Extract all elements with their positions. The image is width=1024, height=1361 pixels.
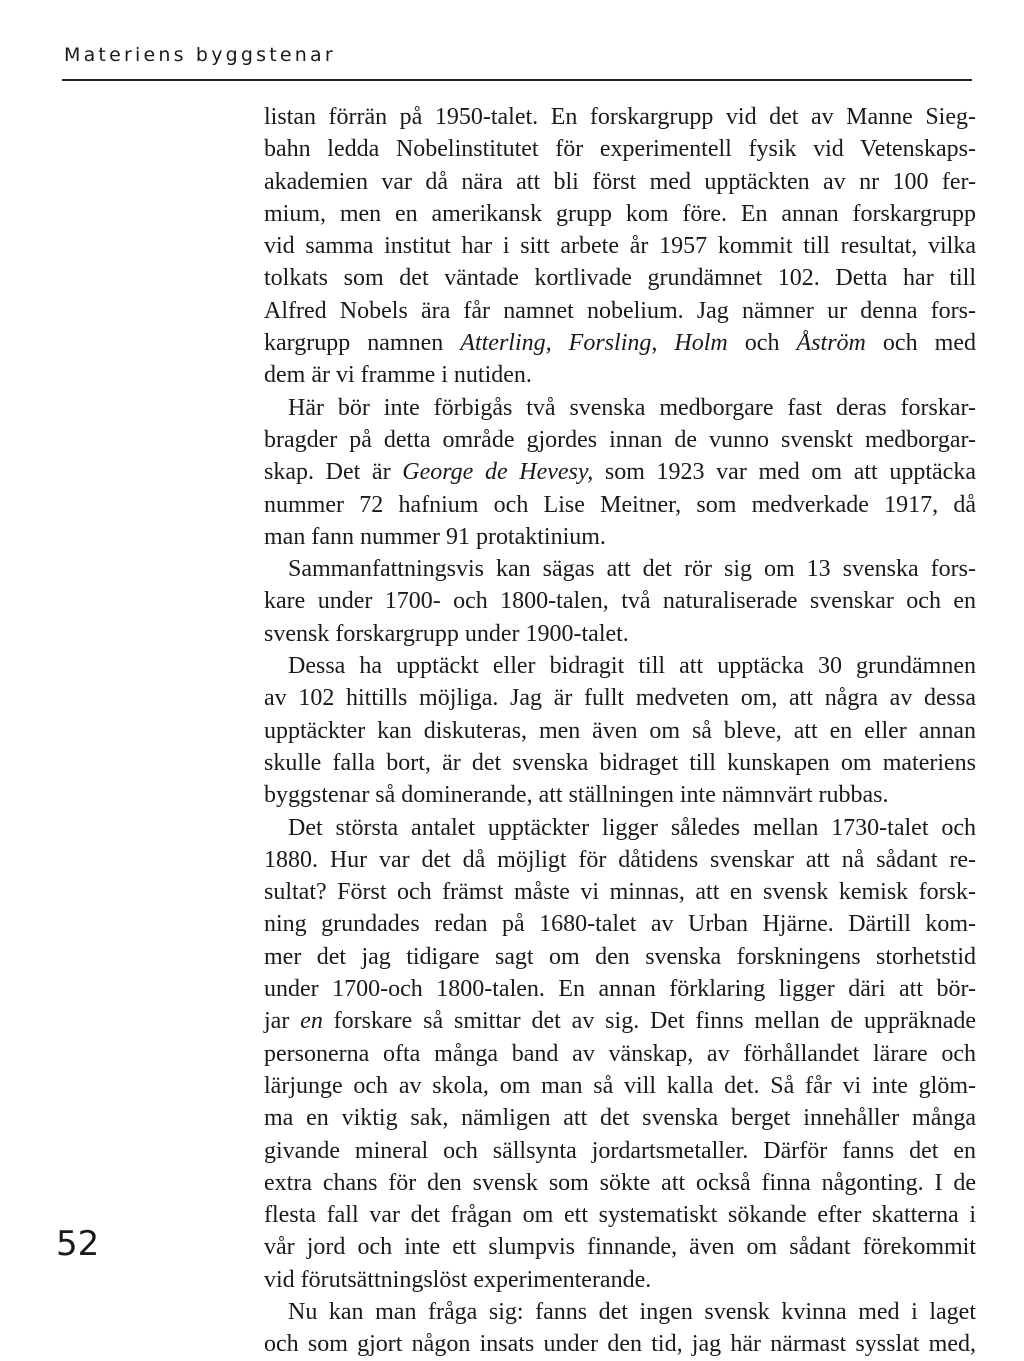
text-line: nummer 72 hafnium och Lise Meitner, som medverkade 1917, då xyxy=(264,491,976,518)
text-segment: och xyxy=(727,330,797,357)
text-line: dem är vi framme i nutiden. xyxy=(264,362,532,389)
text-line: flesta fall var det frågan om ett systematiskt sökande efter skatterna i xyxy=(264,1202,976,1229)
text-line: Här bör inte förbigås två svenska medborgare fast deras forskar- xyxy=(288,394,976,421)
text-line: extra chans för den svensk som sökte att också finna någonting. I de xyxy=(264,1169,976,1196)
text-line: Alfred Nobels ära får namnet nobelium. Jag nämner ur denna fors- xyxy=(264,297,976,324)
text-line: mium, men en amerikansk grupp kom före. En annan forskargrupp xyxy=(264,200,976,227)
text-line: lärjunge och av skola, om man så vill kalla det. Så får vi inte glöm- xyxy=(264,1072,976,1099)
text-line: upptäckter kan diskuteras, men även om så bleve, att en eller annan xyxy=(264,717,976,744)
text-segment: jar xyxy=(264,1008,301,1035)
text-line: vid förutsättningslöst experimenterande. xyxy=(264,1266,652,1293)
text-segment: forskare så smittar det av sig. Det finns mellan de uppräknade xyxy=(322,1008,977,1035)
text-line: man fann nummer 91 protaktinium. xyxy=(264,523,606,550)
text-line: akademien var då nära att bli först med upptäckten av nr 100 fer- xyxy=(264,168,976,195)
text-line: bahn ledda Nobelinstitutet för experimentell fysik vid Vetenskaps- xyxy=(264,136,976,163)
text-line: tolkats som det väntade kortlivade grundämnet 102. Detta har till xyxy=(264,265,976,292)
text-line: ma en viktig sak, nämligen att det svenska berget innehåller många xyxy=(264,1105,976,1132)
text-line: vid samma institut har i sitt arbete år 1957 kommit till resultat, vilka xyxy=(264,233,976,260)
text-line: mer det jag tidigare sagt om den svenska forskningens storhetstid xyxy=(264,943,976,970)
text-segment: skap. Det är xyxy=(264,459,403,486)
text-line: personerna ofta många band av vänskap, av förhållandet lärare och xyxy=(264,1040,976,1067)
text-line: 1880. Hur var det då möjligt för dåtidens svenskar att nå sådant re- xyxy=(264,846,976,873)
text-line: Dessa ha upptäckt eller bidragit till att upptäcka 30 grundämnen xyxy=(288,653,976,680)
text-line: och som gjort någon insats under den tid, jag här närmast sysslat med, xyxy=(264,1331,976,1358)
text-line: listan förrän på 1950-talet. En forskargrupp vid det av Manne Sieg- xyxy=(264,104,976,130)
text-line: vår jord och inte ett slumpvis finnande, även om sådant förekommit xyxy=(264,1234,976,1261)
text-line: Det största antalet upptäckter ligger således mellan 1730-talet och xyxy=(288,814,976,841)
page-number: 52 xyxy=(56,1224,100,1264)
text-line xyxy=(264,456,976,488)
text-line: byggstenar så dominerande, att ställningen inte nämnvärt rubbas. xyxy=(264,782,889,809)
header-rule xyxy=(62,79,972,81)
text-segment: och med xyxy=(865,330,976,357)
text-line xyxy=(264,327,976,359)
text-line: svensk forskargrupp under 1900-talet. xyxy=(264,620,629,647)
text-line: kare under 1700- och 1800-talen, två naturaliserade svenskar och en xyxy=(264,588,976,615)
italic-name: en xyxy=(300,1008,323,1035)
text-line: bragder på detta område gjordes innan de vunno svenskt medborgar- xyxy=(264,426,976,453)
text-line: av 102 hittills möjliga. Jag är fullt medveten om, att några av dessa xyxy=(264,685,976,712)
italic-name: Åström xyxy=(796,330,866,357)
body-text xyxy=(264,101,976,1361)
text-segment: som 1923 var med om att upptäcka xyxy=(593,459,976,486)
text-line xyxy=(264,1005,976,1037)
text-line: sultat? Först och främst måste vi minnas, att en svensk kemisk forsk- xyxy=(264,879,976,906)
text-line: skulle falla bort, är det svenska bidraget till kunskapen om materiens xyxy=(264,749,976,776)
text-segment: kargrupp namnen xyxy=(264,330,461,357)
running-head-title: Materiens byggstenar xyxy=(64,44,336,66)
text-line: Sammanfattningsvis kan sägas att det rör sig om 13 svenska fors- xyxy=(288,556,976,583)
italic-name: George de Hevesy, xyxy=(402,459,594,486)
text-line: under 1700-och 1800-talen. En annan förklaring ligger däri att bör- xyxy=(264,976,976,1003)
italic-name: Atterling, Forsling, Holm xyxy=(460,330,728,357)
text-line: ning grundades redan på 1680-talet av Urban Hjärne. Därtill kom- xyxy=(264,911,976,938)
text-line: Nu kan man fråga sig: fanns det ingen svensk kvinna med i laget xyxy=(288,1298,976,1325)
text-line: givande mineral och sällsynta jordartsmetaller. Därför fanns det en xyxy=(264,1137,976,1164)
